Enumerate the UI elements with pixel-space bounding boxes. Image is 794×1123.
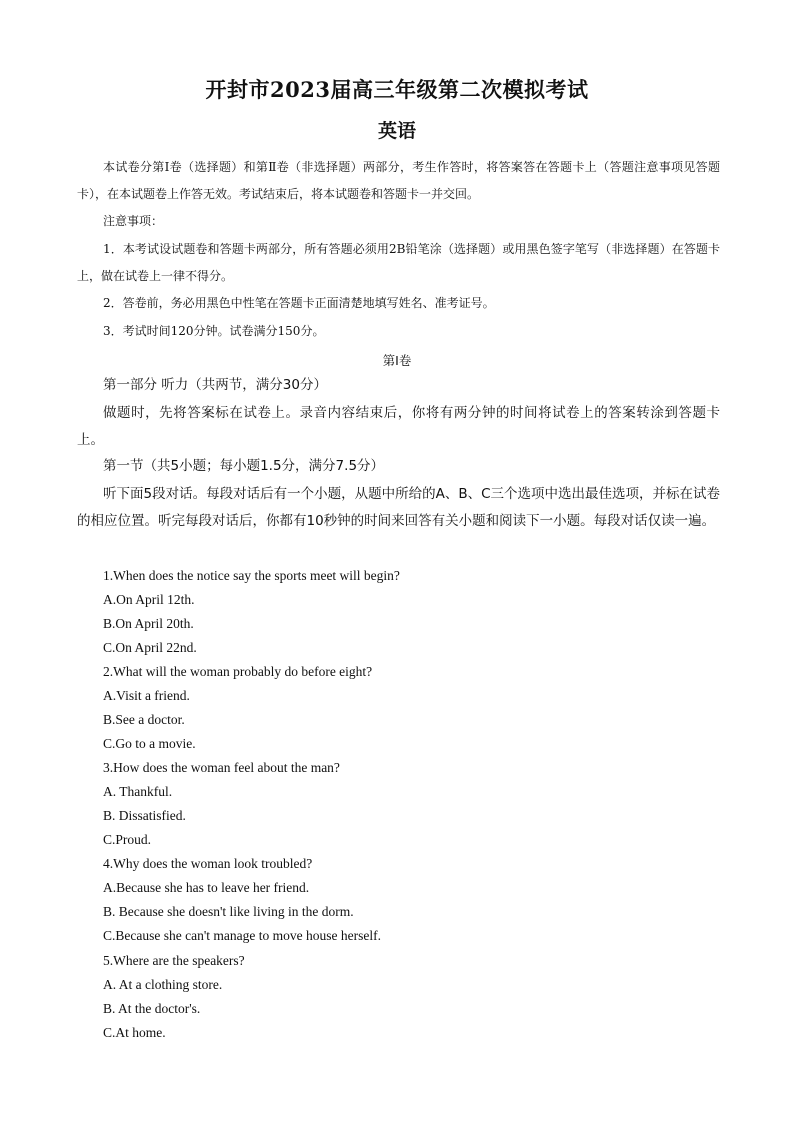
notice-item-1: 1．本考试设试题卷和答题卡两部分，所有答题必须用2B铅笔涂（选择题）或用黑色签字笔写（非选择题）在答题卡上，做在试卷上一律不得分。: [77, 242, 720, 283]
question-4-stem: 4.Why does the woman look troubled?: [103, 856, 313, 871]
question-2-option-c: C.Go to a movie.: [103, 736, 196, 751]
question-3-option-b: B. Dissatisfied.: [103, 808, 186, 823]
question-3-stem: 3.How does the woman feel about the man?: [103, 760, 340, 775]
question-4-option-a: A.Because she has to leave her friend.: [103, 880, 310, 895]
volume-heading: 第Ⅰ卷: [382, 353, 412, 368]
part1-heading: 第一部分 听力（共两节，满分30分）: [103, 377, 327, 393]
question-2-stem: 2.What will the woman probably do before eight?: [103, 664, 373, 679]
section1-instruction: 听下面5段对话。每段对话后有一个小题，从题中所给的A、B、C三个选项中选出最佳选项，并标在试卷的相应位置。听完每段对话后，你都有10秒钟的时间来回答有关小题和阅读下一小题。每段对话仅读一遍。: [77, 486, 721, 529]
notice-item-2: 2．答卷前，务必用黑色中性笔在答题卡正面清楚地填写姓名、准考证号。: [103, 296, 495, 310]
question-5-option-c: C.At home.: [103, 1025, 166, 1040]
exam-subject: 英语: [377, 120, 416, 142]
part1-instruction: 做题时，先将答案标在试卷上。录音内容结束后，你将有两分钟的时间将试卷上的答案转涂到答题卡上。: [77, 405, 720, 448]
question-2-option-b: B.See a doctor.: [103, 712, 185, 727]
question-2-option-a: A.Visit a friend.: [103, 688, 190, 703]
question-5-stem: 5.Where are the speakers?: [103, 953, 245, 968]
question-4-option-b: B. Because she doesn't like living in the dorm.: [103, 904, 354, 919]
question-4-option-c: C.Because she can't manage to move house herself.: [103, 928, 381, 943]
exam-title: 开封市2023届高三年级第二次模拟考试: [205, 77, 589, 102]
question-5-option-a: A. At a clothing store.: [103, 977, 223, 992]
section1-heading: 第一节（共5小题；每小题1.5分，满分7.5分）: [103, 458, 385, 474]
question-1-stem: 1.When does the notice say the sports meet will begin?: [103, 568, 400, 583]
question-5-option-b: B. At the doctor's.: [103, 1001, 201, 1016]
question-3-option-c: C.Proud.: [103, 832, 152, 847]
intro-paragraph: 本试卷分第Ⅰ卷（选择题）和第Ⅱ卷（非选择题）两部分，考生作答时，将答案答在答题卡上（答题注意事项见答题卡），在本试题卷上作答无效。考试结束后，将本试题卷和答题卡一并交回。: [77, 160, 720, 201]
notice-item-3: 3．考试时间120分钟。试卷满分150分。: [103, 324, 325, 338]
question-3-option-a: A. Thankful.: [103, 784, 173, 799]
question-1-option-c: C.On April 22nd.: [103, 640, 197, 655]
notice-heading: 注意事项：: [103, 214, 164, 228]
question-1-option-b: B.On April 20th.: [103, 616, 194, 631]
question-1-option-a: A.On April 12th.: [103, 592, 195, 607]
